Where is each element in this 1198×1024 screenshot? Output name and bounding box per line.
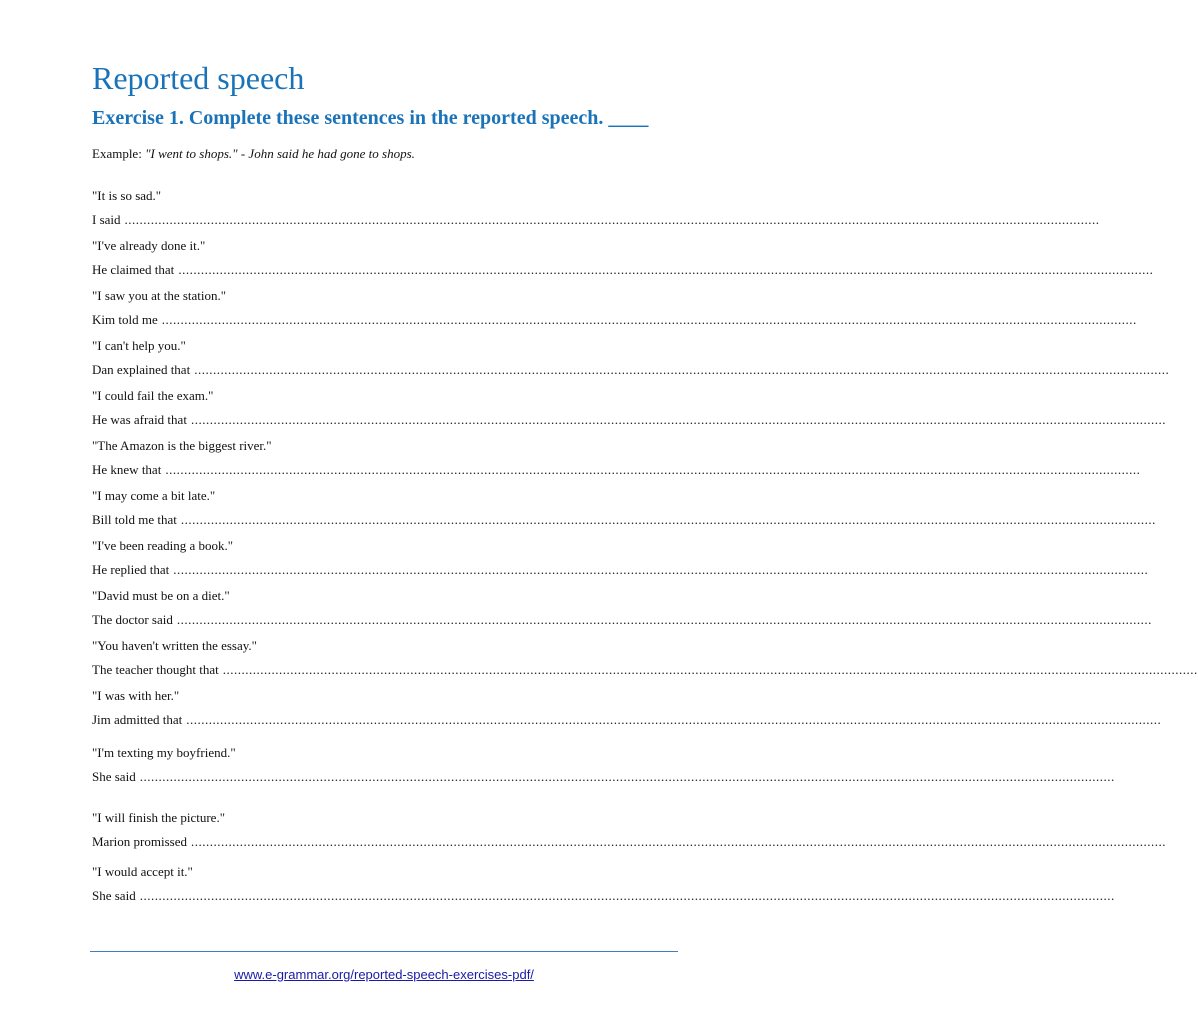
answer-line[interactable] (92, 311, 1137, 329)
answer-blank-dots[interactable]: .................................................................................................................................................................................................................................................................... (161, 312, 1137, 327)
answer-blank-dots[interactable]: .................................................................................................................................................................................................................................................................... (190, 412, 1166, 427)
exercise-item (92, 487, 1156, 531)
answer-lead-text: The doctor said (92, 612, 173, 627)
answer-line[interactable] (92, 211, 1100, 229)
answer-blank-dots[interactable]: .................................................................................................................................................................................................................................................................... (165, 462, 1141, 477)
answer-lead-text: Jim admitted that (92, 712, 183, 727)
example-text: "I went to shops." - John said he had gone to shops. (145, 146, 415, 161)
answer-line[interactable] (92, 511, 1156, 529)
answer-lead-text: He knew that (92, 462, 162, 477)
direct-speech-quote: "I would accept it." (92, 864, 193, 879)
direct-speech-quote: "I've already done it." (92, 238, 206, 253)
answer-blank-dots[interactable]: .................................................................................................................................................................................................................................................................... (180, 512, 1156, 527)
answer-line[interactable] (92, 887, 1115, 905)
answer-blank-dots[interactable]: .................................................................................................................................................................................................................................................................... (139, 888, 1115, 903)
direct-speech-quote: "I may come a bit late." (92, 488, 216, 503)
exercise-heading: Exercise 1. Complete these sentences in the reported speech. ____ (92, 107, 649, 129)
answer-line[interactable] (92, 361, 1170, 379)
answer-line[interactable] (92, 661, 1198, 679)
answer-lead-text: He was afraid that (92, 412, 187, 427)
answer-lead-text: Dan explained that (92, 362, 191, 377)
answer-line[interactable] (92, 611, 1152, 629)
exercise-item (92, 637, 1198, 681)
exercise-item (92, 537, 1149, 581)
answer-lead-text: She said (92, 888, 136, 903)
answer-lead-text: The teacher thought that (92, 662, 219, 677)
direct-speech-quote: "I can't help you." (92, 338, 186, 353)
answer-lead-text: He replied that (92, 562, 170, 577)
answer-blank-dots[interactable]: .................................................................................................................................................................................................................................................................... (178, 262, 1154, 277)
answer-blank-dots[interactable]: .................................................................................................................................................................................................................................................................... (139, 769, 1115, 784)
direct-speech-quote: "I've been reading a book." (92, 538, 234, 553)
direct-speech-quote: "It is so sad." (92, 188, 162, 203)
answer-blank-dots[interactable]: .................................................................................................................................................................................................................................................................... (173, 562, 1149, 577)
answer-blank-dots[interactable]: .................................................................................................................................................................................................................................................................... (222, 662, 1198, 677)
answer-lead-text: Marion promissed (92, 834, 187, 849)
answer-line[interactable] (92, 261, 1154, 279)
answer-blank-dots[interactable]: .................................................................................................................................................................................................................................................................... (190, 834, 1166, 849)
exercise-item (92, 687, 1162, 731)
exercise-item (92, 809, 1166, 853)
answer-lead-text: I said (92, 212, 121, 227)
answer-line[interactable] (92, 768, 1115, 786)
page-title: Reported speech (92, 60, 305, 96)
answer-line[interactable] (92, 711, 1162, 729)
exercise-item (92, 744, 1115, 788)
exercise-item (92, 587, 1152, 631)
exercise-item (92, 187, 1100, 231)
answer-blank-dots[interactable]: .................................................................................................................................................................................................................................................................... (186, 712, 1162, 727)
direct-speech-quote: "I will finish the picture." (92, 810, 226, 825)
answer-blank-dots[interactable]: .................................................................................................................................................................................................................................................................... (194, 362, 1170, 377)
exercise-item (92, 863, 1115, 907)
direct-speech-quote: "The Amazon is the biggest river." (92, 438, 272, 453)
footer-divider (90, 951, 678, 952)
exercise-item (92, 387, 1166, 431)
answer-blank-dots[interactable]: .................................................................................................................................................................................................................................................................... (176, 612, 1152, 627)
direct-speech-quote: "I was with her." (92, 688, 180, 703)
example-line (92, 145, 415, 163)
answer-line[interactable] (92, 461, 1141, 479)
direct-speech-quote: "I could fail the exam." (92, 388, 214, 403)
answer-lead-text: Kim told me (92, 312, 158, 327)
direct-speech-quote: "You haven't written the essay." (92, 638, 257, 653)
direct-speech-quote: "David must be on a diet." (92, 588, 230, 603)
answer-line[interactable] (92, 411, 1166, 429)
direct-speech-quote: "I saw you at the station." (92, 288, 227, 303)
exercise-item (92, 437, 1141, 481)
example-label: Example: (92, 146, 142, 161)
answer-line[interactable] (92, 833, 1166, 851)
direct-speech-quote: "I'm texting my boyfriend." (92, 745, 236, 760)
answer-lead-text: Bill told me that (92, 512, 177, 527)
answer-lead-text: He claimed that (92, 262, 175, 277)
answer-blank-dots[interactable]: .................................................................................................................................................................................................................................................................... (124, 212, 1100, 227)
exercise-item (92, 287, 1137, 331)
answer-line[interactable] (92, 561, 1149, 579)
footer-link[interactable]: www.e-grammar.org/reported-speech-exercises-pdf/ (234, 967, 534, 982)
exercise-item (92, 337, 1170, 381)
exercise-item (92, 237, 1154, 281)
answer-lead-text: She said (92, 769, 136, 784)
